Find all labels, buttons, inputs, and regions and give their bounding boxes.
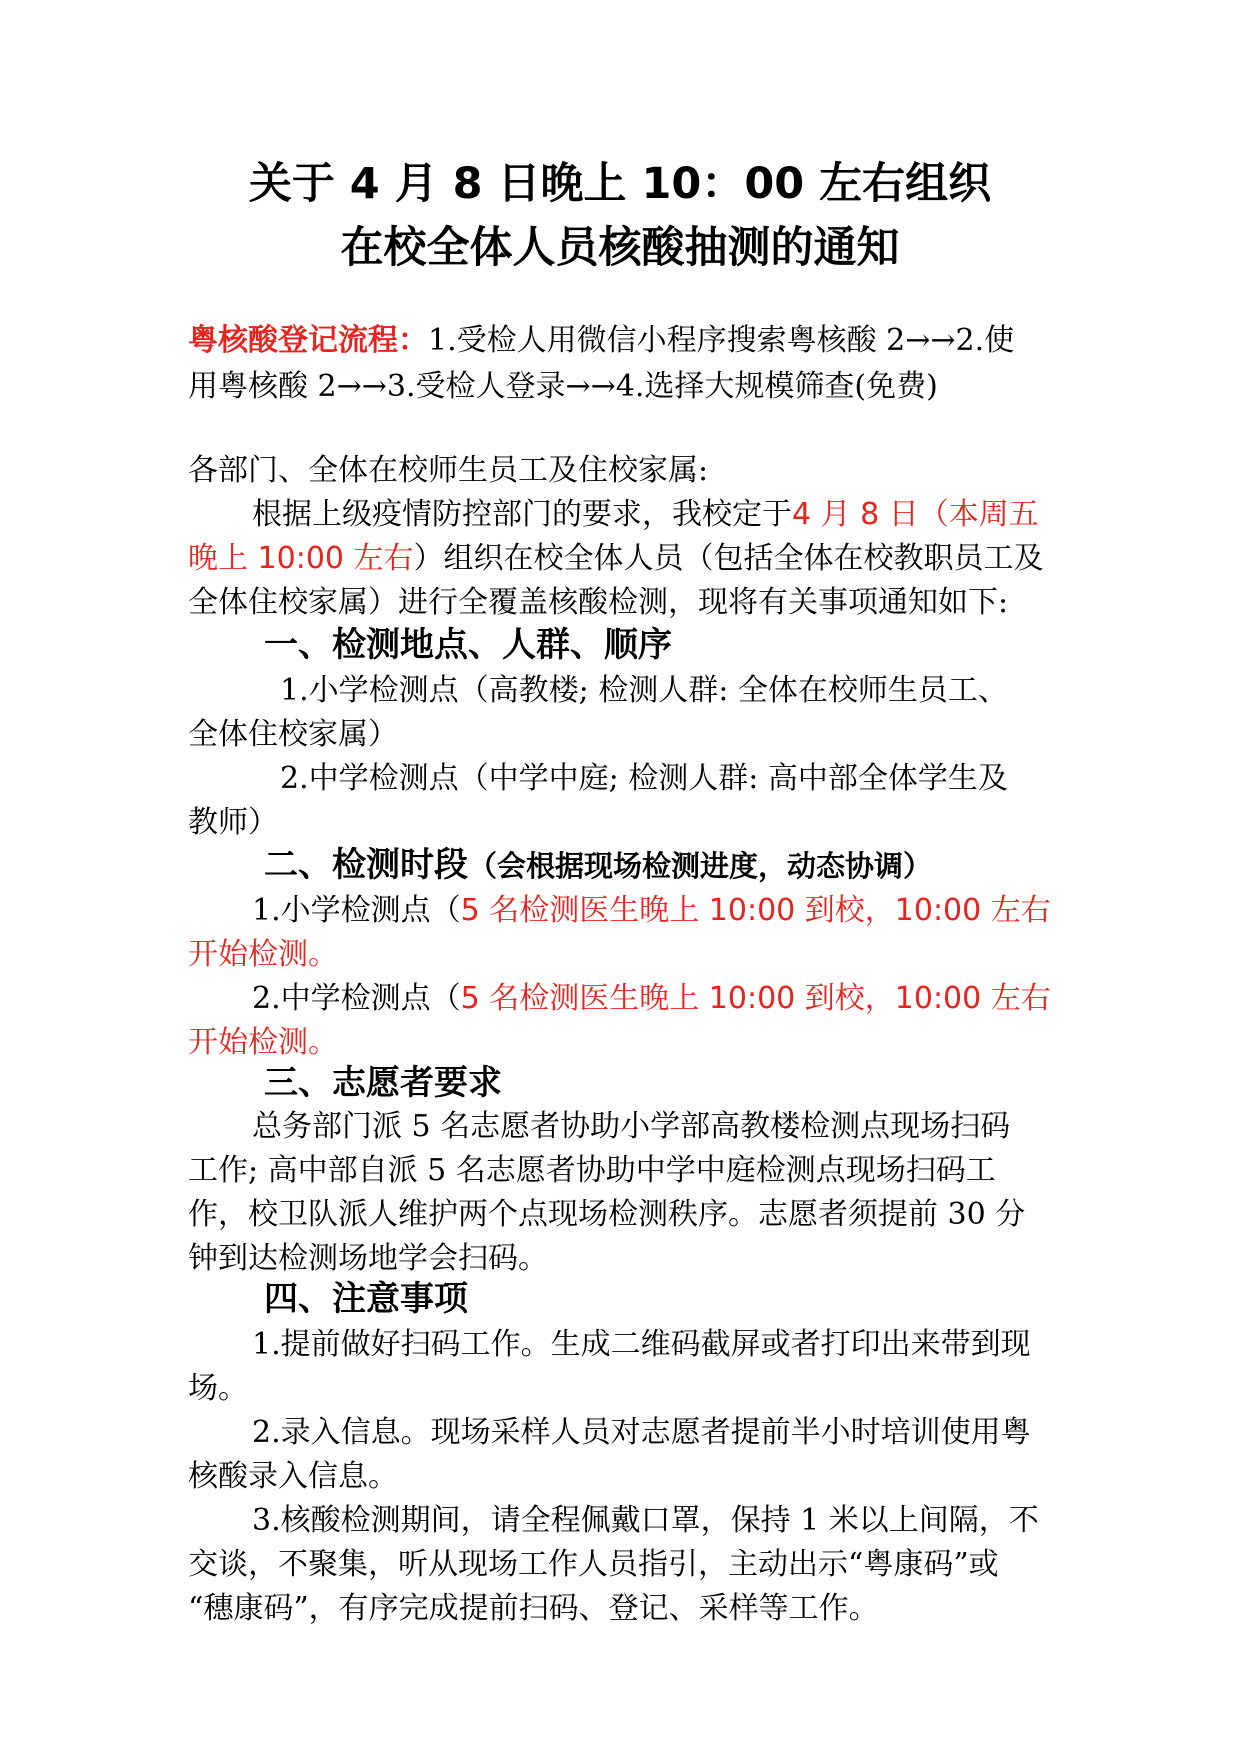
intro-date-highlight: 4 月 8 日（本周五 bbox=[792, 497, 1039, 532]
section-3-heading: 三、志愿者要求 bbox=[264, 1063, 502, 1103]
section-2-heading-text: 二、检测时段 bbox=[264, 845, 468, 885]
section-1-item-2-line-1: 2.中学检测点（中学中庭; 检测人群: 高中部全体学生及 bbox=[280, 761, 1008, 796]
section-3-line-3: 作，校卫队派人维护两个点现场检测秩序。志愿者须提前 30 分 bbox=[188, 1197, 1026, 1232]
section-4-item-3-line-3: “穗康码”，有序完成提前扫码、登记、采样等工作。 bbox=[188, 1591, 879, 1626]
section-4-item-1-line-1: 1.提前做好扫码工作。生成二维码截屏或者打印出来带到现 bbox=[252, 1327, 1031, 1362]
section-2-heading bbox=[264, 842, 932, 889]
section-4-item-2-line-2: 核酸录入信息。 bbox=[188, 1459, 398, 1494]
section-2-item-1-line-1 bbox=[252, 890, 1122, 932]
section-2-item-2-highlight: 5 名检测医生晚上 10:00 到校，10:00 左右 bbox=[460, 981, 1051, 1016]
section-4-item-3-line-1: 3.核酸检测期间，请全程佩戴口罩，保持 1 米以上间隔，不 bbox=[252, 1503, 1039, 1538]
intro-line-3: 全体住校家属）进行全覆盖核酸检测，现将有关事项通知如下: bbox=[188, 585, 1009, 620]
section-1-heading: 一、检测地点、人群、顺序 bbox=[264, 625, 672, 665]
registration-steps-1: 1.受检人用微信小程序搜索粤核酸 2→→2.使 bbox=[428, 323, 1015, 358]
section-1-item-1-line-1: 1.小学检测点（高教楼; 检测人群: 全体在校师生员工、 bbox=[280, 673, 1008, 708]
section-2-item-2-label: 2.中学检测点（ bbox=[252, 981, 461, 1016]
section-4-heading: 四、注意事项 bbox=[264, 1279, 468, 1319]
registration-line-2: 用粤核酸 2→→3.受检人登录→→4.选择大规模筛查(免费) bbox=[188, 369, 938, 404]
section-4-item-1-line-2: 场。 bbox=[188, 1371, 248, 1406]
section-1-item-1-line-2: 全体住校家属） bbox=[188, 717, 398, 752]
intro-line-1 bbox=[252, 494, 1122, 536]
intro-time-highlight: 晚上 10:00 左右 bbox=[188, 541, 414, 576]
section-3-line-4: 钟到达检测场地学会扫码。 bbox=[188, 1241, 548, 1276]
section-3-line-2: 工作; 高中部自派 5 名志愿者协助中学中庭检测点现场扫码工 bbox=[188, 1153, 996, 1188]
intro-line-2 bbox=[188, 538, 1058, 580]
salutation: 各部门、全体在校师生员工及住校家属: bbox=[188, 453, 709, 488]
section-2-heading-note: （会根据现场检测进度，动态协调） bbox=[468, 849, 933, 883]
section-4-item-2-line-1: 2.录入信息。现场采样人员对志愿者提前半小时培训使用粤 bbox=[252, 1415, 1031, 1450]
title-line-2: 在校全体人员核酸抽测的通知 bbox=[340, 223, 900, 273]
section-2-item-2-line-2: 开始检测。 bbox=[188, 1025, 338, 1060]
intro-text: 根据上级疫情防控部门的要求，我校定于 bbox=[252, 497, 792, 532]
section-2-item-1-line-2: 开始检测。 bbox=[188, 937, 338, 972]
section-2-item-2-line-1 bbox=[252, 978, 1122, 1020]
intro-text-2: ）组织在校全体人员（包括全体在校教职员工及 bbox=[413, 541, 1044, 576]
section-2-item-1-highlight: 5 名检测医生晚上 10:00 到校，10:00 左右 bbox=[460, 893, 1051, 928]
section-2-item-1-label: 1.小学检测点（ bbox=[252, 893, 461, 928]
section-1-item-2-line-2: 教师） bbox=[188, 805, 278, 840]
registration-label: 粤核酸登记流程： bbox=[188, 323, 428, 358]
title-line-1: 关于 4 月 8 日晚上 10：00 左右组织 bbox=[248, 159, 992, 209]
section-3-line-1: 总务部门派 5 名志愿者协助小学部高教楼检测点现场扫码 bbox=[252, 1109, 1011, 1144]
registration-line-1 bbox=[188, 320, 1058, 362]
section-4-item-3-line-2: 交谈，不聚集，听从现场工作人员指引，主动出示“粤康码”或 bbox=[188, 1547, 999, 1582]
